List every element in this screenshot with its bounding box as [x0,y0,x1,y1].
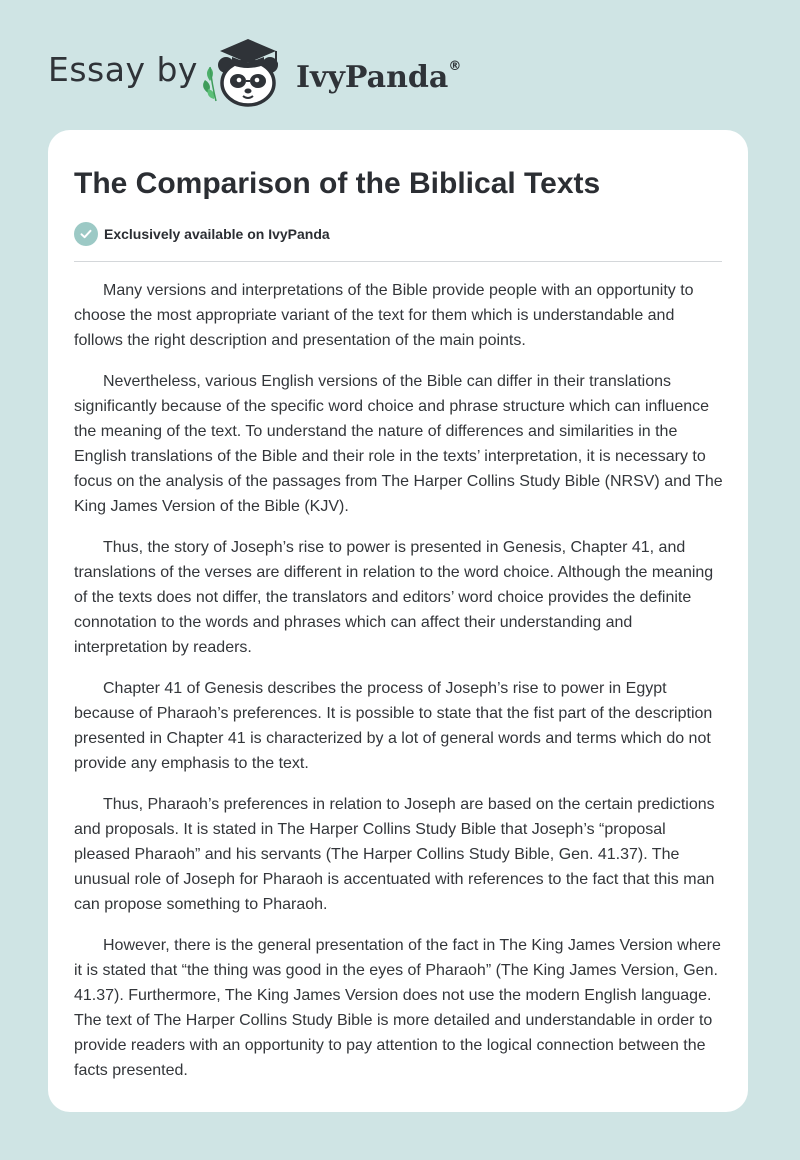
article-card [48,130,748,1112]
brand-logo[interactable] [296,54,461,97]
check-circle-icon [74,222,98,246]
ivy-leaves-icon [203,67,216,101]
paragraph: Many versions and interpretations of the Bible provide people with an opportunity to choose the most appropriate variant of the text for them which is understandable and follows the right description and presentation of the main points. [74,282,694,349]
registered-mark: ® [448,59,462,74]
article-body [74,278,724,1099]
page-title: The Comparison of the Biblical Texts [74,167,601,200]
site-header [0,0,800,130]
paragraph: Nevertheless, various English versions of the Bible can differ in their translations significantly because of the specific word choice and phrase structure which can influence the meaning of the text. To understand the nature of differences and similarities in the English translations of the Bible and their role in the texts’ interpretation, it is necessary to focus on the analysis of the passages from The Harper Collins Study Bible (NRSV) and The King James Version of the Bible (KJV). [74,373,723,515]
exclusive-badge [74,222,330,246]
paragraph: However, there is the general presentation of the fact in The King James Version where it is stated that “the thing was good in the eyes of Pharaoh” (The King James Version, Gen. 41.37). Furthermore, The King James Version does not use the modern English language. The text of The Harper Collins Study Bible is more detailed and understandable in order to provide readers with an opportunity to pay attention to the logical connection between the facts presented. [74,937,721,1079]
essay-by-label: Essay by [48,50,198,89]
brand-name: IvyPanda [296,60,449,95]
divider [74,261,722,262]
paragraph: Thus, Pharaoh’s preferences in relation to Joseph are based on the certain predictions and proposals. It is stated in The Harper Collins Study Bible that Joseph’s “proposal pleased Pharaoh” and his servants (The Harper Collins Study Bible, Gen. 41.37). The unusual role of Joseph for Pharaoh is accentuated with references to the fact that this man can propose something to Pharaoh. [74,796,715,913]
paragraph: Chapter 41 of Genesis describes the process of Joseph’s rise to power in Egypt because of Pharaoh’s preferences. It is possible to state that the fist part of the description presented in Chapter 41 is characterized by a lot of general words and terms which do not provide any emphasis to the text. [74,680,713,772]
exclusive-badge-label: Exclusively available on IvyPanda [104,226,330,242]
paragraph: Thus, the story of Joseph’s rise to power is presented in Genesis, Chapter 41, and translations of the verses are different in relation to the word choice. Although the meaning of the texts does not differ, the translators and editors’ word choice provides the definite connotation to the words and phrases which can affect their understanding and interpretation by readers. [74,539,714,656]
panda-graduate-icon[interactable] [200,35,290,107]
